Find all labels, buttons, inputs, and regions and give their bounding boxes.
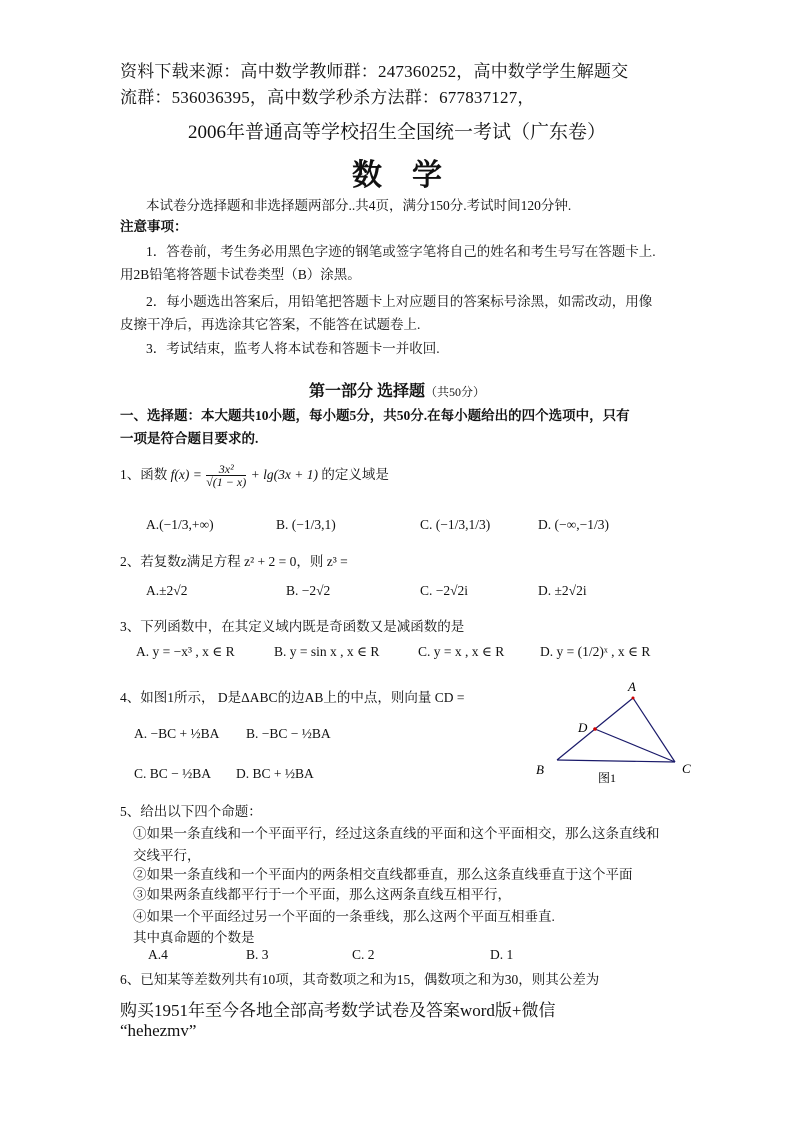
segment-cd bbox=[595, 729, 675, 762]
label-c: C bbox=[682, 761, 691, 776]
q5-proposition-4: ④如果一个平面经过另一个平面的一条垂线，那么这两个平面互相垂直. bbox=[133, 909, 555, 924]
label-d: D bbox=[578, 720, 588, 735]
q4-option-d[interactable]: D. BC + ½BA bbox=[236, 766, 314, 781]
q3-option-d[interactable]: D. y = (1/2)ˣ , x ∈ R bbox=[540, 644, 651, 659]
q4-option-a[interactable]: A. −BC + ½BA bbox=[134, 726, 220, 741]
subject-title: 数学 bbox=[352, 159, 472, 192]
question-3-stem: 3、下列函数中，在其定义域内既是奇函数又是减函数的是 bbox=[120, 619, 465, 634]
q1-option-b[interactable]: B. (−1/3,1) bbox=[276, 517, 336, 532]
note-2a: 2．每小题选出答案后，用铅笔把答题卡上对应题目的答案标号涂黑，如需改动，用像 bbox=[146, 294, 653, 309]
question-2-stem: 2、若复数z满足方程 z² + 2 = 0，则 z³ = bbox=[120, 554, 348, 569]
q5-ask: 其中真命题的个数是 bbox=[133, 930, 255, 945]
q5-proposition-2: ②如果一条直线和一个平面内的两条相交直线都垂直，那么这条直线垂直于这个平面 bbox=[133, 867, 633, 882]
note-3: 3．考试结束，监考人将本试卷和答题卡一并收回. bbox=[146, 341, 440, 356]
q1-fx: f(x) = bbox=[170, 467, 202, 482]
note-2b: 皮擦干净后，再选涂其它答案，不能答在试题卷上. bbox=[120, 317, 421, 332]
q2-option-b[interactable]: B. −2√2 bbox=[286, 583, 331, 598]
label-a: A bbox=[628, 679, 636, 694]
q2-option-d[interactable]: D. ±2√2i bbox=[538, 583, 587, 598]
section-title: 第一部分 选择题 bbox=[308, 383, 425, 400]
footer-line-2: “hehezmv” bbox=[120, 1021, 197, 1040]
note-1a: 1．答卷前，考生务必用黑色字迹的钢笔或签字笔将自己的姓名和考生号写在答题卡上. bbox=[146, 244, 656, 259]
label-b: B bbox=[536, 762, 544, 777]
q1-option-c[interactable]: C. (−1/3,1/3) bbox=[420, 517, 491, 532]
q4-option-c[interactable]: C. BC − ½BA bbox=[134, 766, 212, 781]
footer-line-1: 购买1951年至今各地全部高考数学试卷及答案word版+微信 bbox=[120, 1001, 556, 1020]
exam-title: 2006年普通高等学校招生全国统一考试（广东卷） bbox=[187, 122, 606, 143]
intro-text: 本试卷分选择题和非选择题两部分..共4页，满分150分.考试时间120分钟. bbox=[146, 198, 572, 213]
q2-option-a[interactable]: A.±2√2 bbox=[146, 583, 188, 598]
q1-numerator: 3x² bbox=[206, 463, 246, 476]
q3-option-b[interactable]: B. y = sin x , x ∈ R bbox=[274, 644, 380, 659]
notes-heading: 注意事项： bbox=[120, 219, 188, 234]
note-1b: 用2B铅笔将答题卡试卷类型（B）涂黑。 bbox=[120, 267, 361, 282]
section-heading bbox=[0, 378, 794, 401]
q5-proposition-1a: ①如果一条直线和一个平面平行，经过这条直线的平面和这个平面相交，那么这条直线和 bbox=[133, 826, 660, 841]
q3-option-c[interactable]: C. y = x , x ∈ R bbox=[418, 644, 505, 659]
edge-ac bbox=[633, 698, 675, 762]
question-6-stem: 6、已知某等差数列共有10项，其奇数项之和为15，偶数项之和为30，则其公差为 bbox=[120, 972, 600, 987]
q2-option-c[interactable]: C. −2√2i bbox=[420, 583, 469, 598]
question-1-stem bbox=[120, 463, 389, 488]
q1-option-d[interactable]: D. (−∞,−1/3) bbox=[538, 517, 609, 532]
q5-proposition-1b: 交线平行， bbox=[133, 848, 201, 863]
figure-caption: 图1 bbox=[598, 771, 617, 785]
q1-option-a[interactable]: A.(−1/3,+∞) bbox=[146, 517, 214, 532]
q4-option-b[interactable]: B. −BC − ½BA bbox=[246, 726, 331, 741]
q1-suffix: 的定义域是 bbox=[321, 467, 389, 482]
q1-tail: + lg(3x + 1) bbox=[250, 467, 318, 482]
q5-option-d[interactable]: D. 1 bbox=[490, 947, 514, 962]
q1-denominator: √(1 − x) bbox=[206, 475, 247, 490]
q5-option-b[interactable]: B. 3 bbox=[246, 947, 269, 962]
point-d bbox=[593, 727, 597, 731]
point-a bbox=[632, 697, 635, 700]
q5-proposition-3: ③如果两条直线都平行于一个平面，那么这两条直线互相平行， bbox=[133, 887, 511, 902]
triangle-figure bbox=[530, 676, 700, 786]
edge-bc bbox=[557, 760, 675, 762]
q5-option-c[interactable]: C. 2 bbox=[352, 947, 375, 962]
instructions-line-2: 一项是符合题目要求的. bbox=[120, 431, 259, 446]
q5-option-a[interactable]: A.4 bbox=[148, 947, 168, 962]
q1-fraction bbox=[206, 463, 246, 488]
q3-option-a[interactable]: A. y = −x³ , x ∈ R bbox=[136, 644, 235, 659]
question-5-stem: 5、给出以下四个命题： bbox=[120, 804, 262, 819]
q1-prefix: 1、函数 bbox=[120, 467, 168, 482]
header-line-1: 资料下载来源：高中数学教师群：247360252，高中数学学生解题交 bbox=[120, 62, 629, 81]
instructions-line-1: 一、选择题：本大题共10小题，每小题5分，共50分.在每小题给出的四个选项中，只有 bbox=[120, 408, 630, 423]
question-4-stem: 4、如图1所示， D是ΔABC的边AB上的中点，则向量 CD = bbox=[120, 690, 465, 705]
header-line-2: 流群：536036395，高中数学秒杀方法群：677837127， bbox=[120, 88, 535, 107]
section-points: （共50分） bbox=[425, 385, 486, 399]
